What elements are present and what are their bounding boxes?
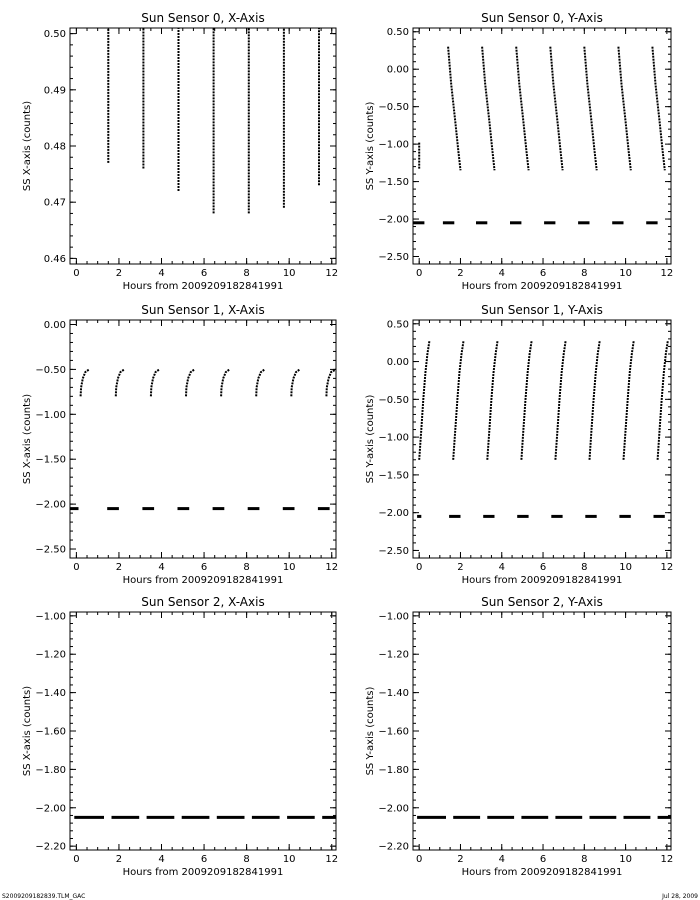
x-tick-label: 10: [619, 562, 632, 573]
plot-frame: [70, 320, 336, 558]
footer-filename: S2009209182839.TLM_GAC: [2, 893, 86, 900]
panel-0: [22, 11, 338, 292]
y-tick-label: −1.60: [378, 726, 409, 738]
data-segment: [291, 369, 300, 396]
chart-title: Sun Sensor 2, X-Axis: [141, 595, 265, 609]
chart-title: Sun Sensor 0, Y-Axis: [481, 11, 603, 25]
plot-frame: [413, 612, 671, 850]
data-segment: [550, 47, 562, 171]
y-tick-label: −1.80: [378, 764, 409, 776]
x-tick-label: 6: [539, 268, 547, 279]
x-tick-label: 6: [539, 562, 547, 573]
panel-1: [365, 11, 673, 292]
x-tick-label: 0: [73, 268, 80, 279]
data-segment: [326, 369, 336, 396]
x-tick-label: 4: [498, 268, 505, 279]
x-tick-label: 4: [498, 562, 505, 573]
y-tick-label: −2.50: [378, 252, 409, 264]
x-tick-label: 12: [660, 268, 674, 279]
y-tick-label: −1.40: [378, 688, 409, 700]
x-axis-label: Hours from 2009209182841991: [122, 867, 284, 878]
data-segment: [116, 369, 125, 396]
footer-date: Jul 28, 2009: [662, 893, 698, 900]
x-tick-label: 2: [115, 562, 123, 573]
x-tick-label: 4: [158, 268, 165, 279]
x-axis-label: Hours from 2009209182841991: [461, 281, 623, 292]
y-tick-label: 0.00: [386, 64, 409, 76]
y-tick-label: 0.47: [43, 197, 66, 209]
y-tick-label: −1.50: [35, 454, 66, 466]
data-segment: [221, 369, 230, 396]
y-tick-label: 0.49: [43, 85, 66, 97]
y-tick-label: −1.80: [35, 764, 66, 776]
x-tick-label: 6: [200, 268, 208, 279]
data-layer: [108, 28, 319, 213]
data-segment: [482, 47, 494, 171]
y-tick-label: 0.50: [386, 27, 409, 39]
y-tick-label: 0.48: [43, 141, 66, 153]
panel-4: [22, 595, 338, 878]
data-segment: [584, 47, 596, 171]
y-tick-label: −2.20: [378, 841, 409, 853]
y-tick-label: −1.00: [378, 139, 409, 151]
y-tick-label: −1.20: [378, 649, 409, 661]
x-tick-label: 10: [282, 268, 296, 279]
x-tick-label: 0: [416, 268, 423, 279]
data-segment: [419, 340, 429, 459]
x-tick-label: 2: [457, 268, 464, 279]
data-segment: [516, 47, 528, 171]
data-segment: [652, 47, 664, 171]
x-tick-label: 10: [619, 268, 632, 279]
y-axis-label: SS Y-axis (counts): [365, 394, 376, 484]
y-tick-label: −0.50: [35, 364, 66, 376]
y-tick-label: −1.50: [378, 470, 409, 482]
y-tick-label: −0.50: [378, 102, 409, 114]
x-tick-label: 6: [200, 562, 208, 573]
y-axis-label: SS Y-axis (counts): [365, 686, 376, 776]
y-tick-label: −2.20: [35, 841, 66, 853]
x-tick-label: 8: [581, 562, 588, 573]
y-tick-label: −2.00: [35, 803, 66, 815]
x-tick-label: 10: [619, 854, 632, 865]
x-tick-label: 12: [660, 854, 674, 865]
panel-5: [365, 595, 673, 878]
y-tick-label: −2.00: [378, 214, 409, 226]
y-tick-label: 0.50: [386, 319, 409, 331]
data-layer: [413, 47, 665, 223]
x-tick-label: 4: [158, 562, 165, 573]
x-tick-label: 12: [660, 562, 674, 573]
data-segment: [453, 340, 463, 459]
data-segment: [256, 369, 265, 396]
y-tick-label: −1.60: [35, 726, 66, 738]
data-layer: [70, 369, 336, 508]
y-axis-label: SS X-axis (counts): [22, 100, 33, 192]
y-tick-label: −1.40: [35, 688, 66, 700]
x-axis-label: Hours from 2009209182841991: [461, 575, 623, 586]
y-tick-label: 0.46: [43, 253, 66, 265]
x-tick-label: 0: [73, 562, 80, 573]
y-tick-label: −1.20: [35, 649, 66, 661]
x-tick-label: 2: [115, 268, 123, 279]
y-tick-label: −0.50: [378, 394, 409, 406]
panel-3: [365, 303, 673, 586]
x-tick-label: 4: [158, 854, 165, 865]
x-tick-label: 8: [243, 854, 250, 865]
y-tick-label: −1.00: [378, 432, 409, 444]
y-tick-label: −1.00: [35, 409, 66, 421]
chart-title: Sun Sensor 0, X-Axis: [141, 11, 265, 25]
x-tick-label: 0: [416, 562, 423, 573]
x-tick-label: 12: [325, 268, 339, 279]
y-tick-label: −1.00: [378, 611, 409, 623]
x-tick-label: 6: [200, 854, 208, 865]
x-axis-label: Hours from 2009209182841991: [122, 575, 284, 586]
plot-frame: [70, 28, 336, 264]
x-tick-label: 10: [282, 562, 296, 573]
data-segment: [186, 369, 195, 396]
data-layer: [417, 340, 668, 516]
x-tick-label: 12: [325, 562, 339, 573]
y-tick-label: 0.50: [43, 29, 66, 41]
y-tick-label: 0.00: [386, 357, 409, 369]
x-tick-label: 8: [243, 562, 250, 573]
y-axis-label: SS X-axis (counts): [22, 685, 33, 777]
y-tick-label: −1.00: [35, 611, 66, 623]
y-tick-label: −2.00: [378, 508, 409, 520]
data-segment: [448, 47, 460, 171]
data-segment: [151, 369, 160, 396]
x-tick-label: 8: [581, 854, 588, 865]
data-segment: [487, 340, 497, 459]
y-tick-label: −2.50: [35, 544, 66, 556]
data-segment: [81, 369, 90, 396]
x-tick-label: 4: [498, 854, 505, 865]
plot-frame: [70, 612, 336, 850]
chart-title: Sun Sensor 1, X-Axis: [141, 303, 265, 317]
data-segment: [658, 340, 668, 459]
x-tick-label: 8: [581, 268, 588, 279]
x-tick-label: 12: [325, 854, 339, 865]
x-axis-label: Hours from 2009209182841991: [122, 281, 284, 292]
y-tick-label: −2.50: [378, 545, 409, 557]
y-axis-label: SS X-axis (counts): [22, 393, 33, 485]
data-segment: [521, 340, 531, 459]
chart-title: Sun Sensor 2, Y-Axis: [481, 595, 603, 609]
x-tick-label: 6: [539, 854, 547, 865]
y-tick-label: 0.00: [43, 319, 66, 331]
data-segment: [590, 340, 600, 459]
plot-frame: [413, 320, 671, 558]
x-tick-label: 8: [243, 268, 250, 279]
plot-frame: [413, 28, 671, 264]
x-axis-label: Hours from 2009209182841991: [461, 867, 623, 878]
y-tick-label: −2.00: [35, 499, 66, 511]
x-tick-label: 0: [73, 854, 80, 865]
x-tick-label: 2: [457, 562, 464, 573]
data-segment: [555, 340, 565, 459]
y-tick-label: −2.00: [378, 803, 409, 815]
x-tick-label: 2: [457, 854, 464, 865]
y-tick-label: −1.50: [378, 177, 409, 189]
panel-2: [22, 303, 338, 586]
y-axis-label: SS Y-axis (counts): [365, 101, 376, 191]
data-segment: [618, 47, 630, 171]
x-tick-label: 2: [115, 854, 123, 865]
x-tick-label: 10: [282, 854, 296, 865]
data-segment: [624, 340, 634, 459]
x-tick-label: 0: [416, 854, 423, 865]
chart-title: Sun Sensor 1, Y-Axis: [481, 303, 603, 317]
